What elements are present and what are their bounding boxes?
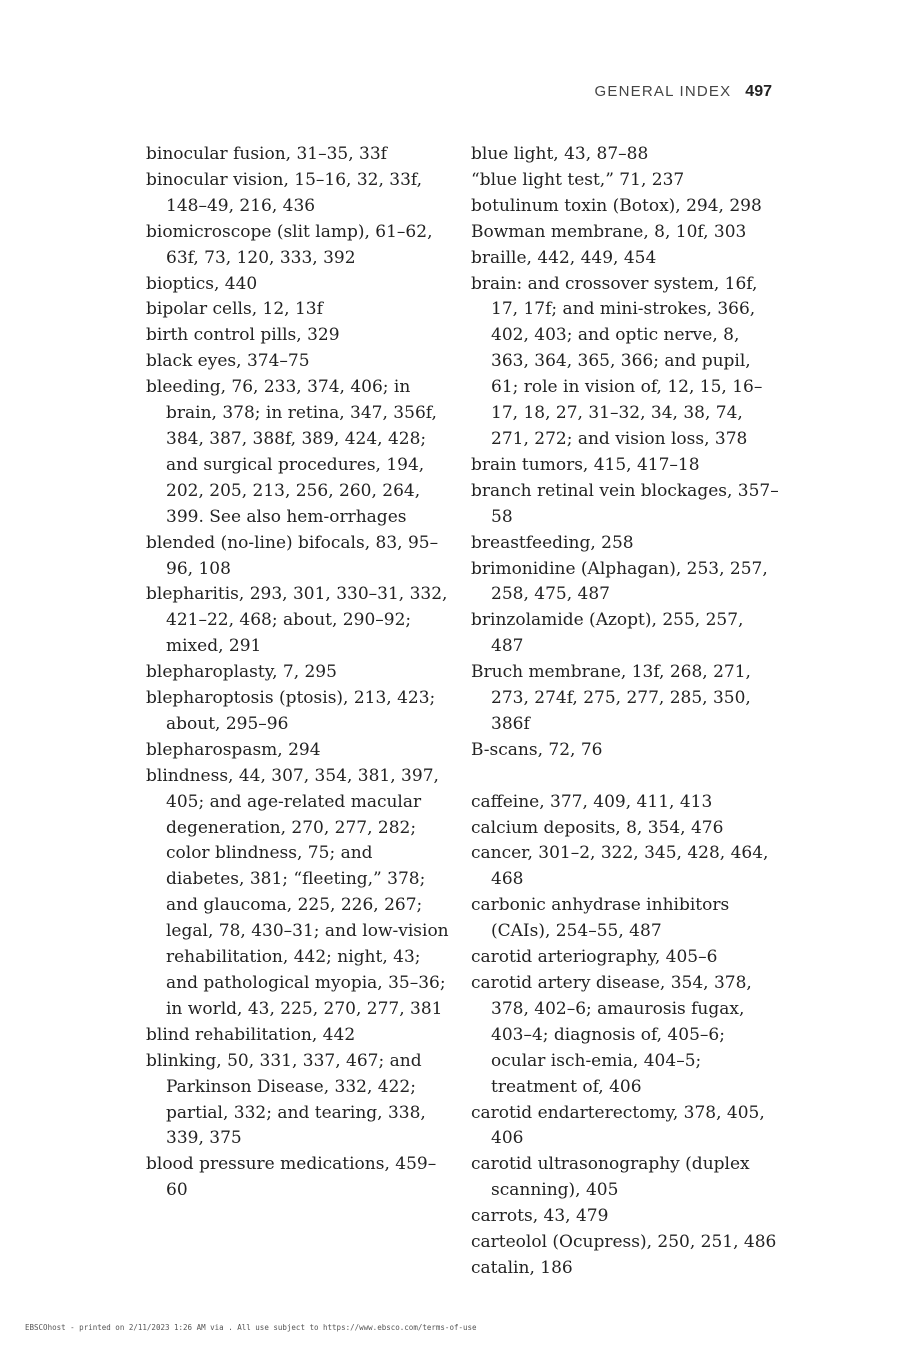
index-column-right <box>471 142 781 1282</box>
index-entry: bipolar cells, 12, 13f <box>146 299 323 320</box>
index-entry: blended (no-line) bifocals, 83, 95–96, 108 <box>146 532 439 579</box>
index-entry: bioptics, 440 <box>146 273 258 294</box>
index-entry: brinzolamide (Azopt), 255, 257, 487 <box>471 610 744 657</box>
index-entry: braille, 442, 449, 454 <box>471 247 657 268</box>
header-title: GENERAL INDEX <box>594 83 732 100</box>
index-entry: carotid artery disease, 354, 378, 378, 402–6; amaurosis fugax, 403–4; diagnosis of, 405–6; ocular isch-emia, 404–5; treatment of, 406 <box>471 972 752 1097</box>
index-entry: blood pressure medications, 459–60 <box>146 1154 437 1201</box>
index-entry: blindness, 44, 307, 354, 381, 397, 405; and age-related macular degeneration, 270, 277, 282; color blindness, 75; and diabetes, 381; “fleeting,” 378; and glaucoma, 225, 226, 267; legal, 78, 430–31; and low-vision rehabilitation, 442; night, 43; and pathological myopia, 35–36; in world, 43, 225, 270, 277, 381 <box>146 765 449 1019</box>
index-entry: calcium deposits, 8, 354, 476 <box>471 817 724 838</box>
index-entry: carotid endarterectomy, 378, 405, 406 <box>471 1102 765 1149</box>
index-entry: carrots, 43, 479 <box>471 1206 609 1227</box>
page-number: 497 <box>745 83 772 100</box>
index-entry: birth control pills, 329 <box>146 325 340 346</box>
index-entry: catalin, 186 <box>471 1257 573 1278</box>
index-entry: breastfeeding, 258 <box>471 532 634 553</box>
index-entry: black eyes, 374–75 <box>146 351 310 372</box>
index-column-left <box>146 142 456 1204</box>
index-entry: carotid ultrasonography (duplex scanning), 405 <box>471 1154 750 1201</box>
index-entry: brain tumors, 415, 417–18 <box>471 454 700 475</box>
index-entry: blepharitis, 293, 301, 330–31, 332, 421–22, 468; about, 290–92; mixed, 291 <box>146 584 448 657</box>
index-entry: carotid arteriography, 405–6 <box>471 947 718 968</box>
running-header <box>595 83 772 101</box>
index-entry: binocular fusion, 31–35, 33f <box>146 144 387 164</box>
index-entry: Bowman membrane, 8, 10f, 303 <box>471 221 747 242</box>
index-entry: blepharoptosis (ptosis), 213, 423; about, 295–96 <box>146 688 436 734</box>
index-entry: carteolol (Ocupress), 250, 251, 486 <box>471 1232 777 1253</box>
index-entry: brimonidine (Alphagan), 253, 257, 258, 475, 487 <box>471 558 768 605</box>
index-entry: bleeding, 76, 233, 374, 406; in brain, 378; in retina, 347, 356f, 384, 387, 388f, 389, 424, 428; and surgical procedures, 194, 202, 205, 213, 256, 260, 264, 399. See also hem-orrhages <box>146 377 437 527</box>
index-entry: brain: and crossover system, 16f, 17, 17f; and mini-strokes, 366, 402, 403; and optic nerve, 8, 363, 364, 365, 366; and pupil, 61; role in vision of, 12, 15, 16–17, 18, 27, 31–32, 34, 38, 74, 271, 272; and vision loss, 378 <box>471 273 763 449</box>
index-entry: Bruch membrane, 13f, 268, 271, 273, 274f, 275, 277, 285, 350, 386f <box>471 662 751 734</box>
index-entry: botulinum toxin (Botox), 294, 298 <box>471 195 762 216</box>
letter-section-gap <box>471 764 781 790</box>
index-entry: B-scans, 72, 76 <box>471 739 603 760</box>
index-entry: carbonic anhydrase inhibitors (CAIs), 254–55, 487 <box>471 895 730 942</box>
index-entry: blinking, 50, 331, 337, 467; and Parkinson Disease, 332, 422; partial, 332; and tearing, 338, 339, 375 <box>146 1050 426 1149</box>
index-entry: binocular vision, 15–16, 32, 33f, 148–49, 216, 436 <box>146 169 423 216</box>
index-entry: “blue light test,” 71, 237 <box>471 169 685 190</box>
index-entry: caffeine, 377, 409, 411, 413 <box>471 791 713 812</box>
index-entry: cancer, 301–2, 322, 345, 428, 464, 468 <box>471 843 769 890</box>
index-entry: branch retinal vein blockages, 357–58 <box>471 480 779 527</box>
index-entry: blepharospasm, 294 <box>146 739 321 760</box>
index-entry: biomicroscope (slit lamp), 61–62, 63f, 73, 120, 333, 392 <box>146 221 433 268</box>
index-entry: blepharoplasty, 7, 295 <box>146 662 337 683</box>
index-entry: blind rehabilitation, 442 <box>146 1024 356 1045</box>
print-footer: EBSCOhost - printed on 2/11/2023 1:26 AM via . All use subject to https://www.ebsco.com/terms-of-use <box>25 1323 477 1332</box>
index-entry: blue light, 43, 87–88 <box>471 144 649 164</box>
